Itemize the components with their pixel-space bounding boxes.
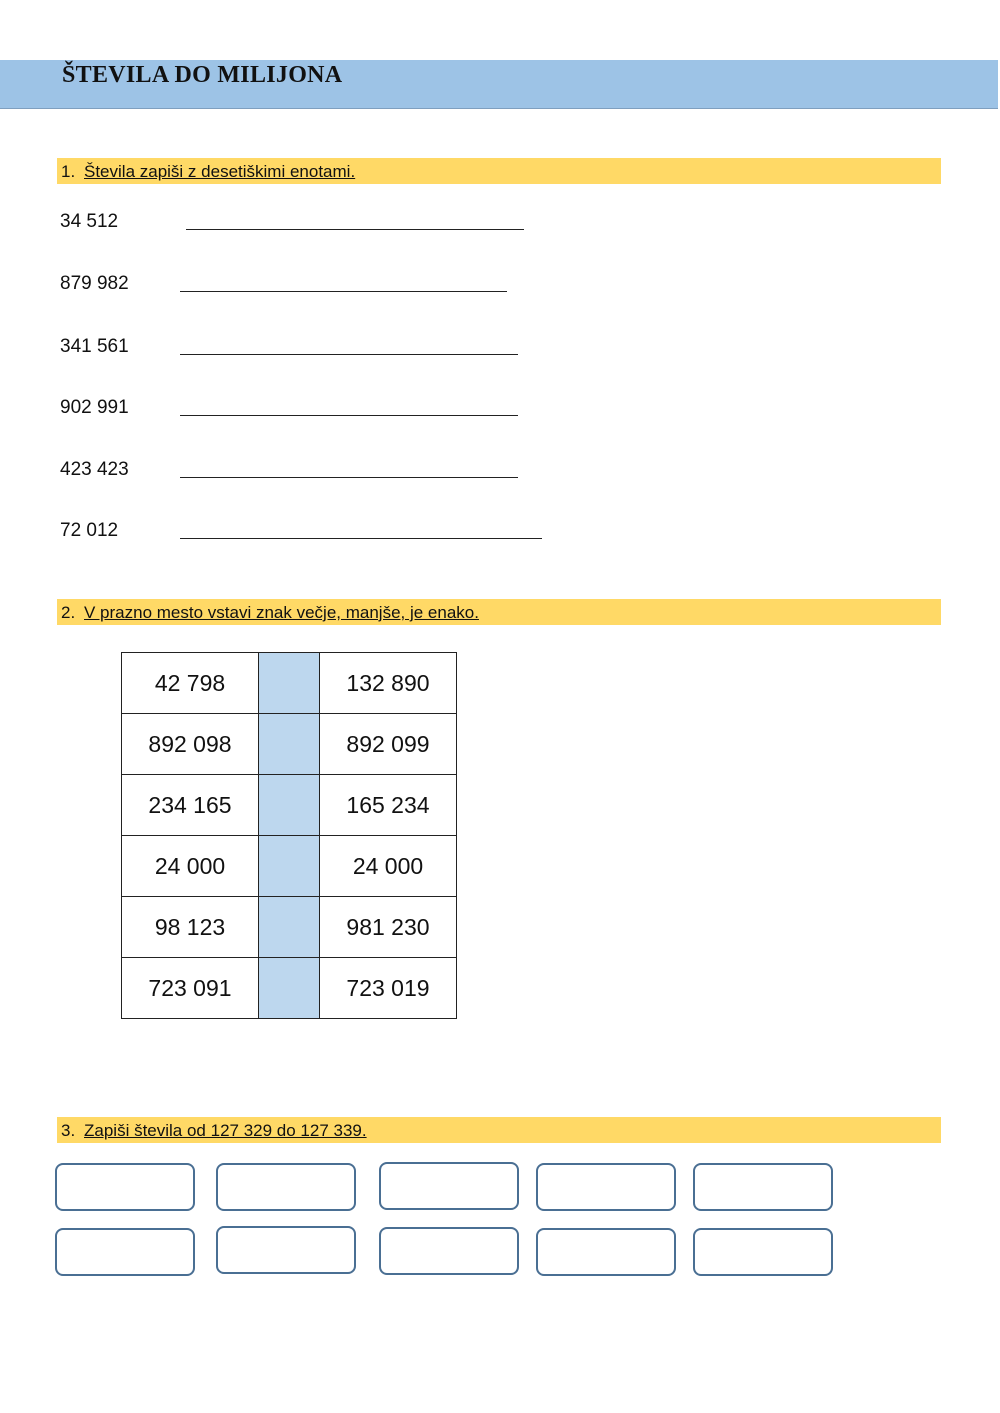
left-number: 723 091	[122, 958, 259, 1019]
answer-line[interactable]	[180, 477, 518, 478]
answer-box[interactable]	[536, 1228, 676, 1276]
answer-box[interactable]	[536, 1163, 676, 1211]
table-row	[122, 836, 457, 897]
exercise-1-item	[60, 397, 660, 427]
exercise-1-number-value: 423 423	[60, 459, 129, 480]
left-number: 892 098	[122, 714, 259, 775]
sign-blank[interactable]	[259, 897, 320, 958]
exercise-3-header	[57, 1117, 941, 1143]
exercise-1-number: 1.	[61, 162, 76, 181]
sign-blank[interactable]	[259, 775, 320, 836]
exercise-3-instruction: Zapiši števila od 127 329 do 127 339.	[84, 1121, 367, 1140]
exercise-1-item	[60, 211, 660, 241]
exercise-1-item	[60, 459, 660, 489]
exercise-1-instruction: Števila zapiši z desetiškimi enotami.	[84, 162, 356, 181]
answer-box[interactable]	[216, 1226, 356, 1274]
exercise-1-header	[57, 158, 941, 184]
right-number: 723 019	[320, 958, 457, 1019]
exercise-2-header	[57, 599, 941, 625]
left-number: 24 000	[122, 836, 259, 897]
page-title: ŠTEVILA DO MILIJONA	[62, 62, 343, 88]
exercise-1-item	[60, 520, 660, 550]
exercise-1-number-value: 902 991	[60, 397, 129, 418]
table-row	[122, 775, 457, 836]
exercise-1-item	[60, 336, 660, 366]
answer-box[interactable]	[55, 1163, 195, 1211]
sign-blank[interactable]	[259, 836, 320, 897]
answer-line[interactable]	[180, 538, 542, 539]
answer-line[interactable]	[180, 415, 518, 416]
exercise-1-number-value: 879 982	[60, 273, 129, 294]
table-row	[122, 897, 457, 958]
exercise-1-number-value: 341 561	[60, 336, 129, 357]
exercise-2-instruction: V prazno mesto vstavi znak večje, manjše, je enako.	[84, 603, 479, 622]
answer-box[interactable]	[216, 1163, 356, 1211]
sign-blank[interactable]	[259, 653, 320, 714]
right-number: 132 890	[320, 653, 457, 714]
table-row	[122, 958, 457, 1019]
answer-box[interactable]	[379, 1227, 519, 1275]
table-row	[122, 714, 457, 775]
answer-line[interactable]	[180, 354, 518, 355]
answer-box[interactable]	[379, 1162, 519, 1210]
right-number: 24 000	[320, 836, 457, 897]
exercise-2-number: 2.	[61, 603, 76, 622]
right-number: 165 234	[320, 775, 457, 836]
exercise-1-item	[60, 273, 660, 303]
answer-line[interactable]	[180, 291, 507, 292]
comparison-table	[121, 652, 457, 1019]
answer-box[interactable]	[55, 1228, 195, 1276]
exercise-3-number: 3.	[61, 1121, 76, 1140]
right-number: 981 230	[320, 897, 457, 958]
right-number: 892 099	[320, 714, 457, 775]
sign-blank[interactable]	[259, 958, 320, 1019]
left-number: 42 798	[122, 653, 259, 714]
title-bar	[0, 60, 998, 109]
exercise-1-number-value: 72 012	[60, 520, 119, 541]
answer-box[interactable]	[693, 1228, 833, 1276]
answer-box[interactable]	[693, 1163, 833, 1211]
sign-blank[interactable]	[259, 714, 320, 775]
table-row	[122, 653, 457, 714]
left-number: 234 165	[122, 775, 259, 836]
exercise-1-number-value: 34 512	[60, 211, 119, 232]
left-number: 98 123	[122, 897, 259, 958]
answer-line[interactable]	[186, 229, 524, 230]
